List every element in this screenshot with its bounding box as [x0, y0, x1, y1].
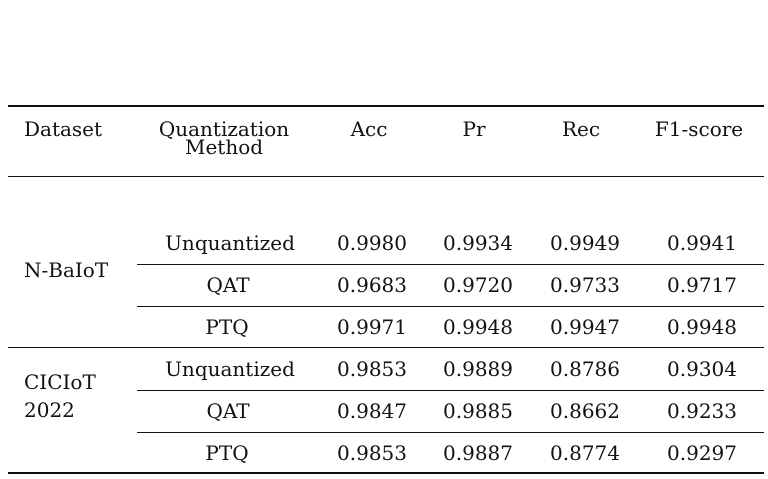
method-cell: Unquantized [165, 357, 295, 381]
header-f1-score: F1-score [654, 117, 744, 141]
pr-cell: 0.9720 [443, 273, 513, 297]
dataset-label: CICIoT [24, 370, 96, 394]
acc-cell: 0.9847 [337, 399, 407, 423]
header-dataset: Dataset [24, 117, 103, 141]
pr-cell: 0.9887 [443, 441, 513, 465]
dataset-label-line2: 2022 [24, 398, 75, 422]
rec-cell: 0.9947 [550, 315, 620, 339]
top-rule [8, 105, 764, 107]
header-method: Method [184, 135, 264, 159]
acc-cell: 0.9853 [337, 357, 407, 381]
pr-cell: 0.9889 [443, 357, 513, 381]
row-divider [137, 306, 764, 307]
pr-cell: 0.9885 [443, 399, 513, 423]
acc-cell: 0.9980 [337, 231, 407, 255]
f1-cell: 0.9941 [667, 231, 737, 255]
header-acc: Acc [350, 117, 388, 141]
f1-cell: 0.9297 [667, 441, 737, 465]
f1-cell: 0.9717 [667, 273, 737, 297]
acc-cell: 0.9971 [337, 315, 407, 339]
f1-cell: 0.9304 [667, 357, 737, 381]
method-cell: QAT [206, 399, 250, 423]
acc-cell: 0.9853 [337, 441, 407, 465]
rec-cell: 0.8786 [550, 357, 620, 381]
pr-cell: 0.9948 [443, 315, 513, 339]
rec-cell: 0.9733 [550, 273, 620, 297]
header-rule [8, 176, 764, 177]
rec-cell: 0.9949 [550, 231, 620, 255]
group-divider [8, 347, 764, 348]
f1-cell: 0.9233 [667, 399, 737, 423]
dataset-label: N-BaIoT [24, 258, 109, 282]
header-quantization: Quantization [158, 117, 290, 141]
row-divider [137, 432, 764, 433]
method-cell: PTQ [205, 315, 249, 339]
method-cell: PTQ [205, 441, 249, 465]
rec-cell: 0.8662 [550, 399, 620, 423]
row-divider [137, 390, 764, 391]
method-cell: QAT [206, 273, 250, 297]
header-rec: Rec [561, 117, 601, 141]
pr-cell: 0.9934 [443, 231, 513, 255]
acc-cell: 0.9683 [337, 273, 407, 297]
f1-cell: 0.9948 [667, 315, 737, 339]
row-divider [137, 264, 764, 265]
method-cell: Unquantized [165, 231, 295, 255]
rec-cell: 0.8774 [550, 441, 620, 465]
bottom-rule [8, 472, 764, 474]
header-pr: Pr [462, 117, 486, 141]
